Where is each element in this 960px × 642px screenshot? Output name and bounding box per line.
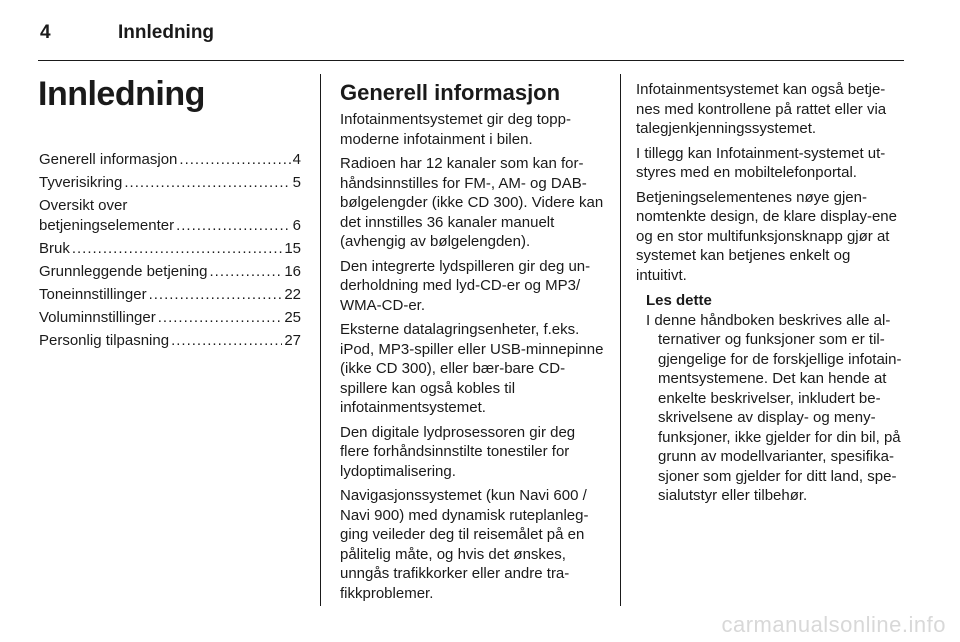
body-paragraph: Navigasjonssystemet (kun Navi 600 / Navi 900) med dynamisk ruteplanleg-ging veileder deg til reisemålet på en pålitelig måte, og hvis det ønskes, unngås trafikkorker eller andre tra-fikkproblemer.	[340, 487, 589, 602]
toc-leader-dots	[179, 150, 290, 170]
body-paragraph: I tillegg kan Infotainment-systemet ut-styres med en mobiltelefonportal.	[636, 144, 886, 181]
right-column	[636, 80, 904, 511]
toc-leader-dots	[158, 308, 283, 328]
toc-entry-personlig-tilpasning[interactable]	[39, 331, 301, 351]
note-title: Les dette	[646, 292, 712, 309]
toc-entry-toneinnstillinger[interactable]	[39, 285, 301, 305]
toc-entry-label-line1: Oversikt over	[39, 197, 128, 214]
toc-leader-dots	[171, 331, 282, 351]
toc-entry-voluminnstillinger[interactable]	[39, 308, 301, 328]
toc-entry-label: Voluminnstillinger	[39, 308, 156, 326]
toc-entry-page: 5	[292, 174, 301, 191]
column-divider-left	[320, 74, 321, 606]
toc-entry-page: 15	[284, 239, 301, 257]
note-body: I denne håndboken beskrives alle al-ternativer og funksjoner som er til-gjengelige for de forskjellige infotain-mentsystemene. Det kan hende at enkelte beskrivelser, inkludert be-skrivelsene av display- og meny-funksjoner, ikke gjelder for din bil, på grunn av modellvarianter, spesifika-sjoner som gjelder for ditt land, spe-sialutstyr eller tilbehør.	[646, 311, 902, 504]
toc-entry-page: 22	[284, 285, 301, 303]
body-paragraph: Betjeningselementenes nøye gjen-nomtenkte design, de klare display-ene og en stor multifunksjonsknapp gjør at systemet kan betjenes enkelt og intuitivt.	[636, 188, 897, 284]
table-of-contents	[39, 150, 301, 354]
toc-leader-dots	[176, 216, 291, 236]
toc-entry-tyverisikring[interactable]	[39, 173, 301, 193]
toc-entry-generell-informasjon[interactable]	[39, 150, 301, 170]
middle-column	[340, 80, 606, 608]
body-paragraph: Den integrerte lydspilleren gir deg un-derholdning med lyd-CD-er og MP3/ WMA-CD-er.	[340, 257, 591, 314]
toc-entry-bruk[interactable]	[39, 239, 301, 259]
watermark: carmanualsonline.info	[721, 612, 946, 637]
toc-entry-grunnleggende-betjening[interactable]	[39, 262, 301, 282]
body-paragraph: Infotainmentsystemet kan også betje-nes med kontrollene på rattet eller via talegjenkjenningssystemet.	[636, 81, 887, 137]
toc-entry-page: 25	[284, 308, 301, 326]
toc-entry-label: Tyverisikring	[39, 174, 123, 191]
running-title: Innledning	[118, 22, 215, 43]
section-heading: Generell informasjon	[340, 80, 561, 105]
page-number: 4	[40, 22, 51, 43]
toc-leader-dots	[72, 239, 282, 259]
header-rule	[38, 60, 904, 61]
toc-entry-label: Toneinnstillinger	[39, 285, 147, 303]
chapter-title: Innledning	[38, 75, 205, 113]
toc-entry-label: betjeningselementer	[39, 216, 175, 234]
toc-leader-dots	[149, 285, 283, 305]
toc-entry-label: Grunnleggende betjening	[39, 262, 208, 280]
body-paragraph: Radioen har 12 kanaler som kan for-håndsinnstilles for FM-, AM- og DAB-bølgelengder (ikke CD 300). Videre kan det innstilles 36 kanaler manuelt (avhengig av bølgelengden).	[340, 155, 604, 250]
toc-entry-page: 6	[292, 216, 301, 234]
toc-entry-oversikt-over-betjeningselementer[interactable]	[39, 196, 301, 235]
toc-entry-page: 27	[284, 331, 301, 349]
body-paragraph: Eksterne datalagringsenheter, f.eks. iPod, MP3-spiller eller USB-minnepinne (ikke CD 300), eller bær-bare CD-spillere kan også kobles til infotainmentsystemet.	[340, 321, 604, 416]
toc-leader-dots	[209, 262, 282, 282]
note-box	[646, 291, 904, 506]
toc-entry-label: Bruk	[39, 239, 70, 257]
toc-entry-page: 4	[292, 151, 301, 168]
body-paragraph: Infotainmentsystemet gir deg topp-moderne infotainment i bilen.	[340, 111, 571, 148]
toc-leader-dots	[124, 173, 290, 193]
toc-entry-label: Generell informasjon	[39, 151, 178, 168]
toc-entry-page: 16	[284, 262, 301, 280]
toc-entry-label: Personlig tilpasning	[39, 331, 170, 349]
body-paragraph: Den digitale lydprosessoren gir deg flere forhåndsinnstilte tonestiler for lydoptimalisering.	[340, 423, 576, 480]
column-divider-right	[620, 74, 621, 606]
